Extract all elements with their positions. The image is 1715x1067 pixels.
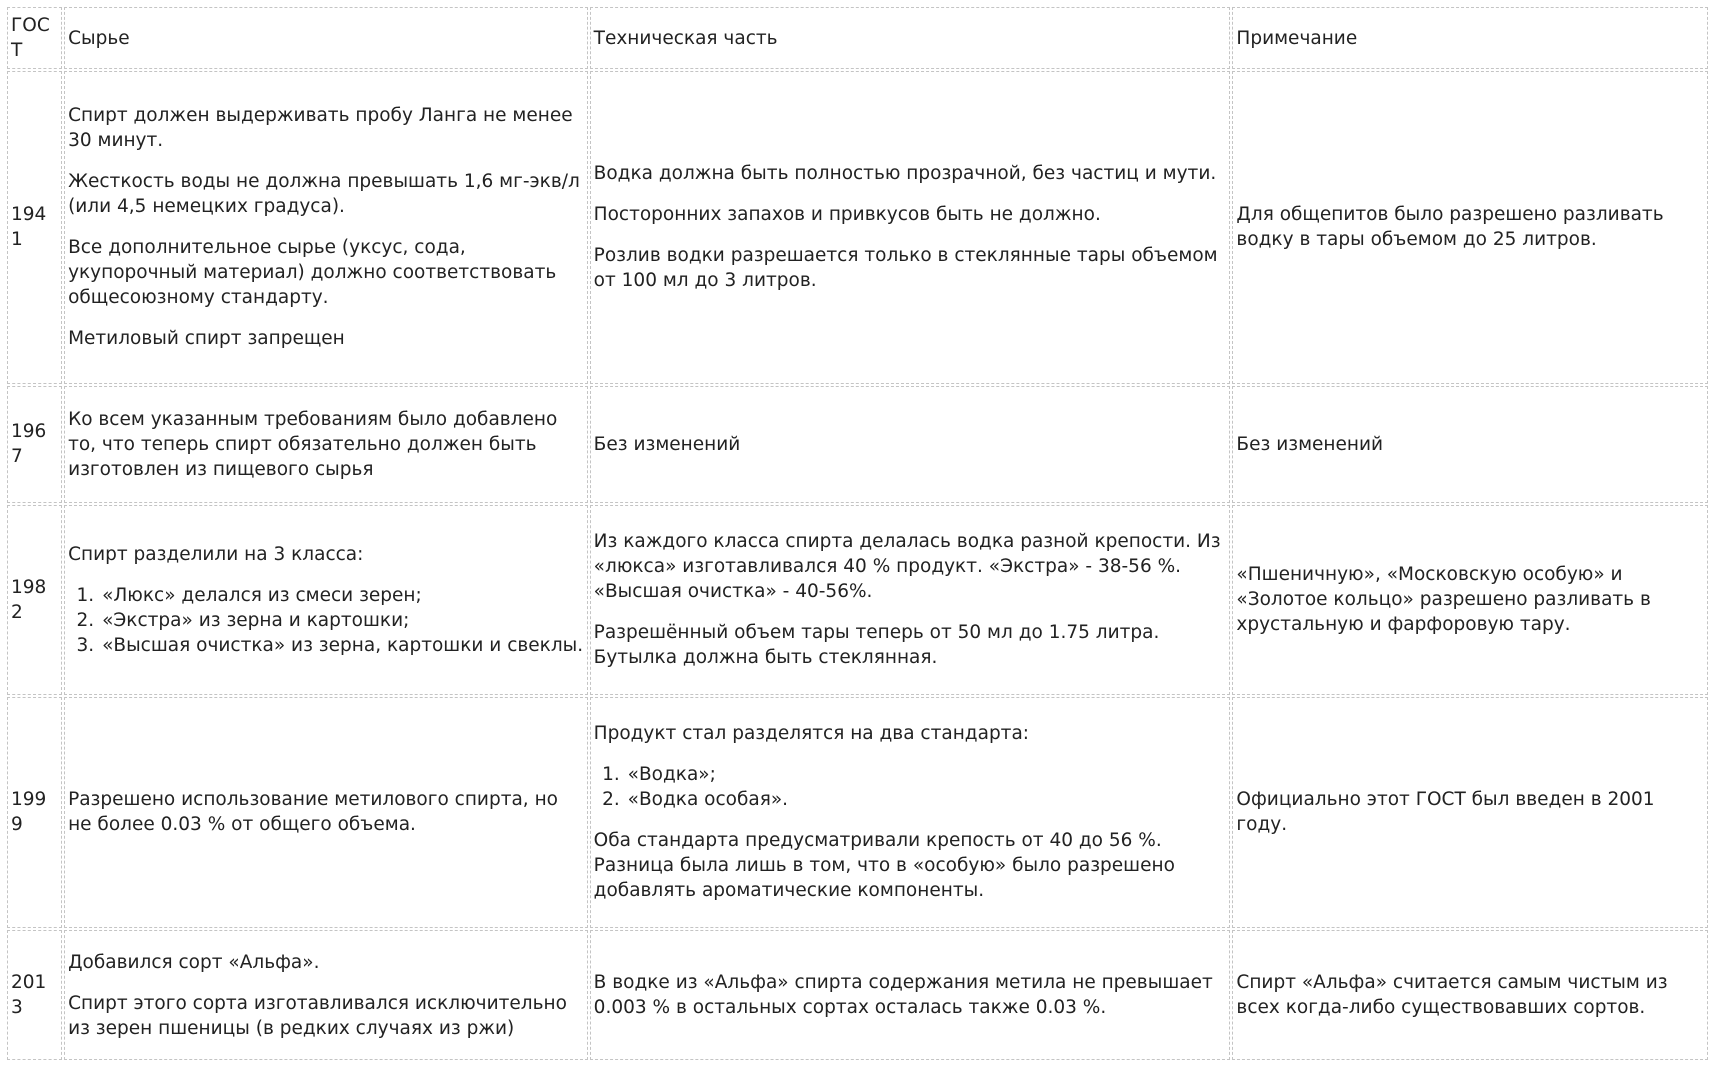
year-cell: 2013: [7, 930, 62, 1060]
tech-cell: [590, 71, 1231, 383]
raw-paragraph: Добавился сорт «Альфа».: [68, 951, 320, 973]
raw-cell: [64, 505, 588, 694]
tech-paragraph: Из каждого класса спирта делалась водка разной крепости. Из «люкса» изготавливался 40 % продукт. «Экстра» - 38-56 %. «Высшая очистка» - 40-56%.: [593, 531, 1221, 603]
gost-table: [5, 5, 1710, 1062]
raw-paragraph: Жесткость воды не должна превышать 1,6 мг-экв/л (или 4,5 немецких градуса).: [68, 171, 580, 218]
list-item: 3. «Высшая очистка» из зерна, картошки и свеклы.: [100, 633, 584, 658]
header-raw: Сырье: [64, 7, 588, 69]
tech-paragraph: Посторонних запахов и привкусов быть не должно.: [593, 204, 1101, 226]
note-cell: Официально этот ГОСТ был введен в 2001 году.: [1232, 697, 1708, 929]
tech-cell: [590, 505, 1231, 694]
raw-paragraph: Метиловый спирт запрещен: [68, 328, 345, 350]
table-row: [7, 505, 1708, 694]
raw-cell: [64, 71, 588, 383]
tech-paragraph: Оба стандарта предусматривали крепость от 40 до 56 %. Разница была лишь в том, что в «особую» было разрешено добавлять ароматические компоненты.: [593, 830, 1175, 902]
tech-intro: Продукт стал разделятся на два стандарта:: [593, 723, 1030, 745]
list-item: 2. «Экстра» из зерна и картошки;: [100, 608, 584, 633]
raw-paragraph: Все дополнительное сырье (уксус, сода, укупорочный материал) должно соответствовать общесоюзному стандарту.: [68, 237, 557, 309]
year-cell: 1999: [7, 697, 62, 929]
raw-paragraph: Спирт этого сорта изготавливался исключительно из зерен пшеницы (в редких случаях из ржи): [68, 992, 567, 1039]
note-cell: Без изменений: [1232, 386, 1708, 504]
table-row: [7, 386, 1708, 504]
list-item: 1. «Люкс» делался из смеси зерен;: [100, 583, 584, 608]
note-cell: Для общепитов было разрешено разливать водку в тары объемом до 25 литров.: [1232, 71, 1708, 383]
tech-cell: В водке из «Альфа» спирта содержания метила не превышает 0.003 % в остальных сортах осталась также 0.03 %.: [590, 930, 1231, 1060]
raw-cell: [64, 930, 588, 1060]
tech-paragraph: Водка должна быть полностью прозрачной, без частиц и мути.: [593, 163, 1217, 185]
table-row: [7, 71, 1708, 383]
raw-cell: Разрешено использование метилового спирта, но не более 0.03 % от общего объема.: [64, 697, 588, 929]
table-row: [7, 697, 1708, 929]
header-note: Примечание: [1232, 7, 1708, 69]
tech-cell: [590, 697, 1231, 929]
table-row: [7, 930, 1708, 1060]
list-item: 1. «Водка»;: [626, 762, 1227, 787]
note-cell: Спирт «Альфа» считается самым чистым из всех когда-либо существовавших сортов.: [1232, 930, 1708, 1060]
year-cell: 1982: [7, 505, 62, 694]
tech-cell: Без изменений: [590, 386, 1231, 504]
raw-cell: Ко всем указанным требованиям было добавлено то, что теперь спирт обязательно должен быть изготовлен из пищевого сырья: [64, 386, 588, 504]
header-tech: Техническая часть: [590, 7, 1231, 69]
tech-paragraph: Розлив водки разрешается только в стеклянные тары объемом от 100 мл до 3 литров.: [593, 245, 1218, 292]
year-cell: 1967: [7, 386, 62, 504]
table-header-row: [7, 7, 1708, 69]
raw-paragraph: Спирт должен выдерживать пробу Ланга не менее 30 минут.: [68, 105, 573, 152]
raw-intro: Спирт разделили на 3 класса:: [68, 543, 364, 565]
list-item: 2. «Водка особая».: [626, 787, 1227, 812]
header-gost: ГОСТ: [7, 7, 62, 69]
raw-class-list: [68, 583, 584, 658]
tech-paragraph: Разрешённый объем тары теперь от 50 мл до 1.75 литра. Бутылка должна быть стеклянная.: [593, 622, 1160, 669]
note-cell: «Пшеничную», «Московскую особую» и «Золотое кольцо» разрешено разливать в хрустальную и фарфоровую тару.: [1232, 505, 1708, 694]
tech-standard-list: [594, 762, 1227, 812]
year-cell: 1941: [7, 71, 62, 383]
